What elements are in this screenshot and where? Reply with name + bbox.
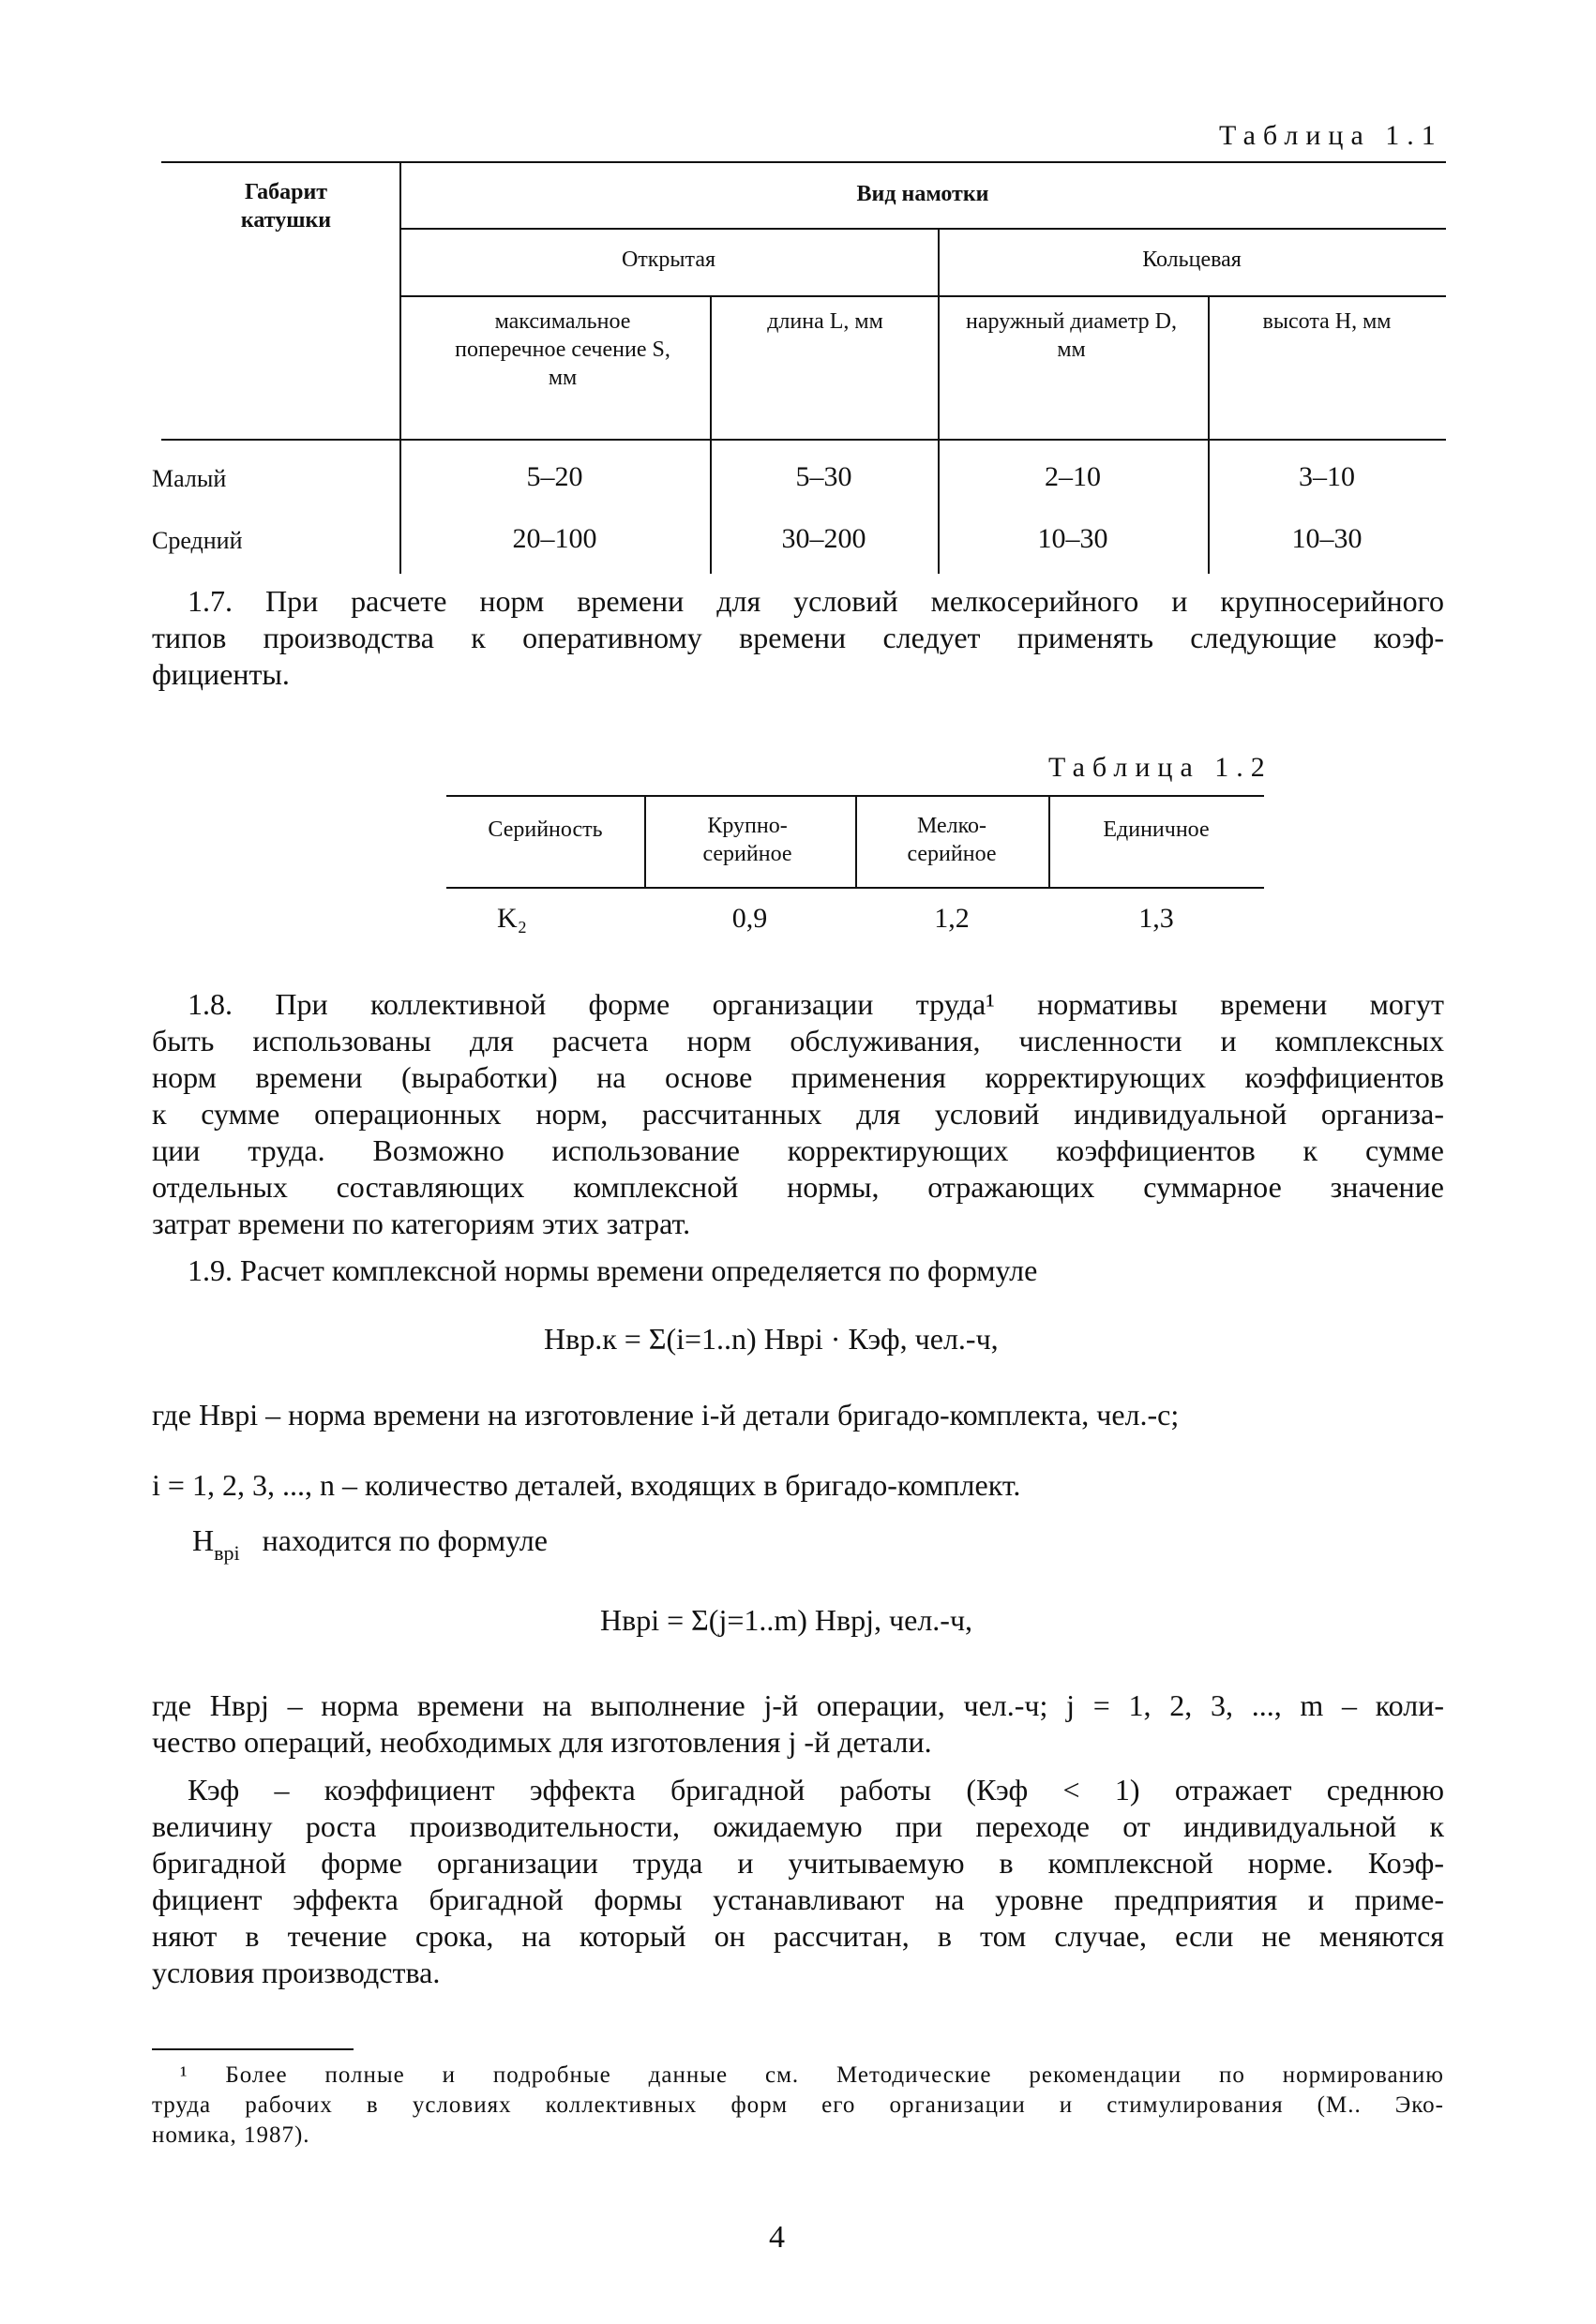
paragraph-line: затрат времени по категориям этих затрат. (152, 1207, 691, 1240)
paragraph-line: величину роста производительности, ожидаемую при переходе от индивидуальной к (152, 1809, 1444, 1843)
table2-head-large: Крупно-серийное (702, 814, 792, 866)
table1-col4: высота H, мм (1262, 309, 1392, 334)
paragraph-line: фициент эффекта бригадной формы устанавливают на уровне предприятия и приме- (152, 1882, 1444, 1916)
table1-rule-2 (399, 228, 1446, 230)
paragraph-1-8 (152, 986, 1444, 1242)
table1-row-medium-v3: 10–30 (1037, 523, 1108, 554)
paragraph-line: норм времени (выработки) на основе применения корректирующих коэффициентов (152, 1060, 1444, 1094)
paragraph-line: фициенты. (152, 657, 290, 691)
table1-row-small-v4: 3–10 (1299, 461, 1355, 492)
paragraph-line: типов производства к оперативному времени следует применять следующие коэф- (152, 621, 1444, 654)
paragraph-line: чество операций, необходимых для изготовления j -й детали. (152, 1725, 932, 1759)
table1-row-medium-v2: 30–200 (781, 523, 866, 554)
paragraph-line: 1.9. Расчет комплексной нормы времени определяется по формуле (188, 1253, 1038, 1287)
table2-head-single: Единичное (1103, 817, 1210, 842)
paragraph-keff (152, 1772, 1444, 1991)
table1-head-ring: Кольцевая (1142, 247, 1242, 272)
table2-v2: 1,2 (934, 903, 970, 934)
paragraph-line: к сумме операционных норм, рассчитанных для условий индивидуальной организа- (152, 1097, 1444, 1131)
footnote-line: труда рабочих в условиях коллективных форм его организации и стимулирования (М.. Эко- (152, 2092, 1444, 2118)
table1-row-medium-v4: 10–30 (1291, 523, 1363, 554)
table1-row-small-v2: 5–30 (795, 461, 852, 492)
table1-row-small-v3: 2–10 (1045, 461, 1101, 492)
paragraph-line: бригадной форме организации труда и учитываемую в комплексной норме. Коэф- (152, 1846, 1444, 1880)
page-number: 4 (769, 2220, 785, 2255)
table1-rule-4 (161, 439, 1446, 441)
where-nvrj (152, 1687, 1444, 1761)
table1-head-gabarit: Габарит катушки (240, 180, 332, 232)
table1-col2: длина L, мм (767, 309, 883, 334)
table1-row-small-v1: 5–20 (526, 461, 583, 492)
table1-col3: наружный диаметр D, мм (966, 309, 1177, 362)
where-nvri (152, 1397, 1444, 1433)
paragraph-line: ции труда. Возможно использование корректирующих коэффициентов к сумме (152, 1133, 1444, 1167)
table1-caption: Таблица 1.1 (1219, 120, 1443, 151)
footnote-rule (152, 2048, 354, 2050)
table1-rule-3 (399, 295, 1446, 297)
table1-vline-main (399, 161, 401, 574)
paragraph-line: 1.8. При коллективной форме организации труда¹ нормативы времени могут (188, 987, 1444, 1021)
paragraph-line: i = 1, 2, 3, ..., n – количество деталей, входящих в бригадо-комплект. (152, 1468, 1021, 1502)
paragraph-line: быть использованы для расчета норм обслуживания, численности и комплексных (152, 1024, 1444, 1057)
table2-row-label: K₂ (496, 903, 528, 934)
formula-detail-norm: Нврi = Σ(j=1..m) Нврj, чел.-ч, (600, 1603, 973, 1637)
table1-row-medium-label: Средний (152, 527, 243, 554)
table1-row-medium-v1: 20–100 (512, 523, 597, 554)
table2-head-small: Мелко-серийное (907, 814, 997, 866)
paragraph-1-7 (152, 583, 1444, 693)
table2-v3: 1,3 (1138, 903, 1174, 934)
paragraph-line: где Нврi – норма времени на изготовление i-й детали бригадо-комплекта, чел.-с; (152, 1398, 1180, 1432)
nvri-text: находится по формуле (262, 1523, 548, 1557)
table2-head-seriality: Серийность (488, 817, 603, 842)
paragraph-line: 1.7. При расчете норм времени для условий мелкосерийного и крупносерийного (188, 584, 1444, 618)
table2-caption: Таблица 1.2 (1048, 752, 1272, 783)
footnote (152, 2061, 1444, 2151)
table1-top-rule (161, 161, 1446, 163)
i-definition (152, 1467, 1444, 1504)
nvri-label: $Н_{врi}$ находится по формуле (192, 1523, 548, 1565)
footnote-line: ¹ Более полные и подробные данные см. Методические рекомендации по нормированию (180, 2062, 1444, 2088)
formula-complex-norm: Нвр.к = Σ(i=1..n) Нврi · Кэф, чел.-ч, (544, 1322, 999, 1356)
table1-row-small-label: Малый (152, 465, 227, 492)
table1-col1: максимальное поперечное сечение S, мм (455, 309, 670, 390)
paragraph-line: условия производства. (152, 1956, 441, 1989)
table1-head-vid: Вид намотки (856, 182, 989, 206)
table2-vline-1 (644, 795, 646, 887)
footnote-line: номика, 1987). (152, 2122, 310, 2148)
table1-head-open: Открытая (621, 247, 716, 272)
paragraph-line: отдельных составляющих комплексной нормы, отражающих суммарное значение (152, 1170, 1444, 1204)
paragraph-1-9 (188, 1252, 1444, 1289)
paragraph-line: Кэф – коэффициент эффекта бригадной работы (Кэф < 1) отражает среднюю (188, 1773, 1444, 1807)
table1-vline-mid (938, 228, 940, 574)
table2-mid-rule (446, 887, 1264, 889)
paragraph-line: няют в течение срока, на который он рассчитан, в том случае, если не меняются (152, 1919, 1444, 1953)
table2-v1: 0,9 (731, 903, 768, 934)
paragraph-line: где Нврj – норма времени на выполнение j-й операции, чел.-ч; j = 1, 2, 3, ..., m – коли- (152, 1688, 1444, 1722)
table2-vline-2 (855, 795, 857, 887)
